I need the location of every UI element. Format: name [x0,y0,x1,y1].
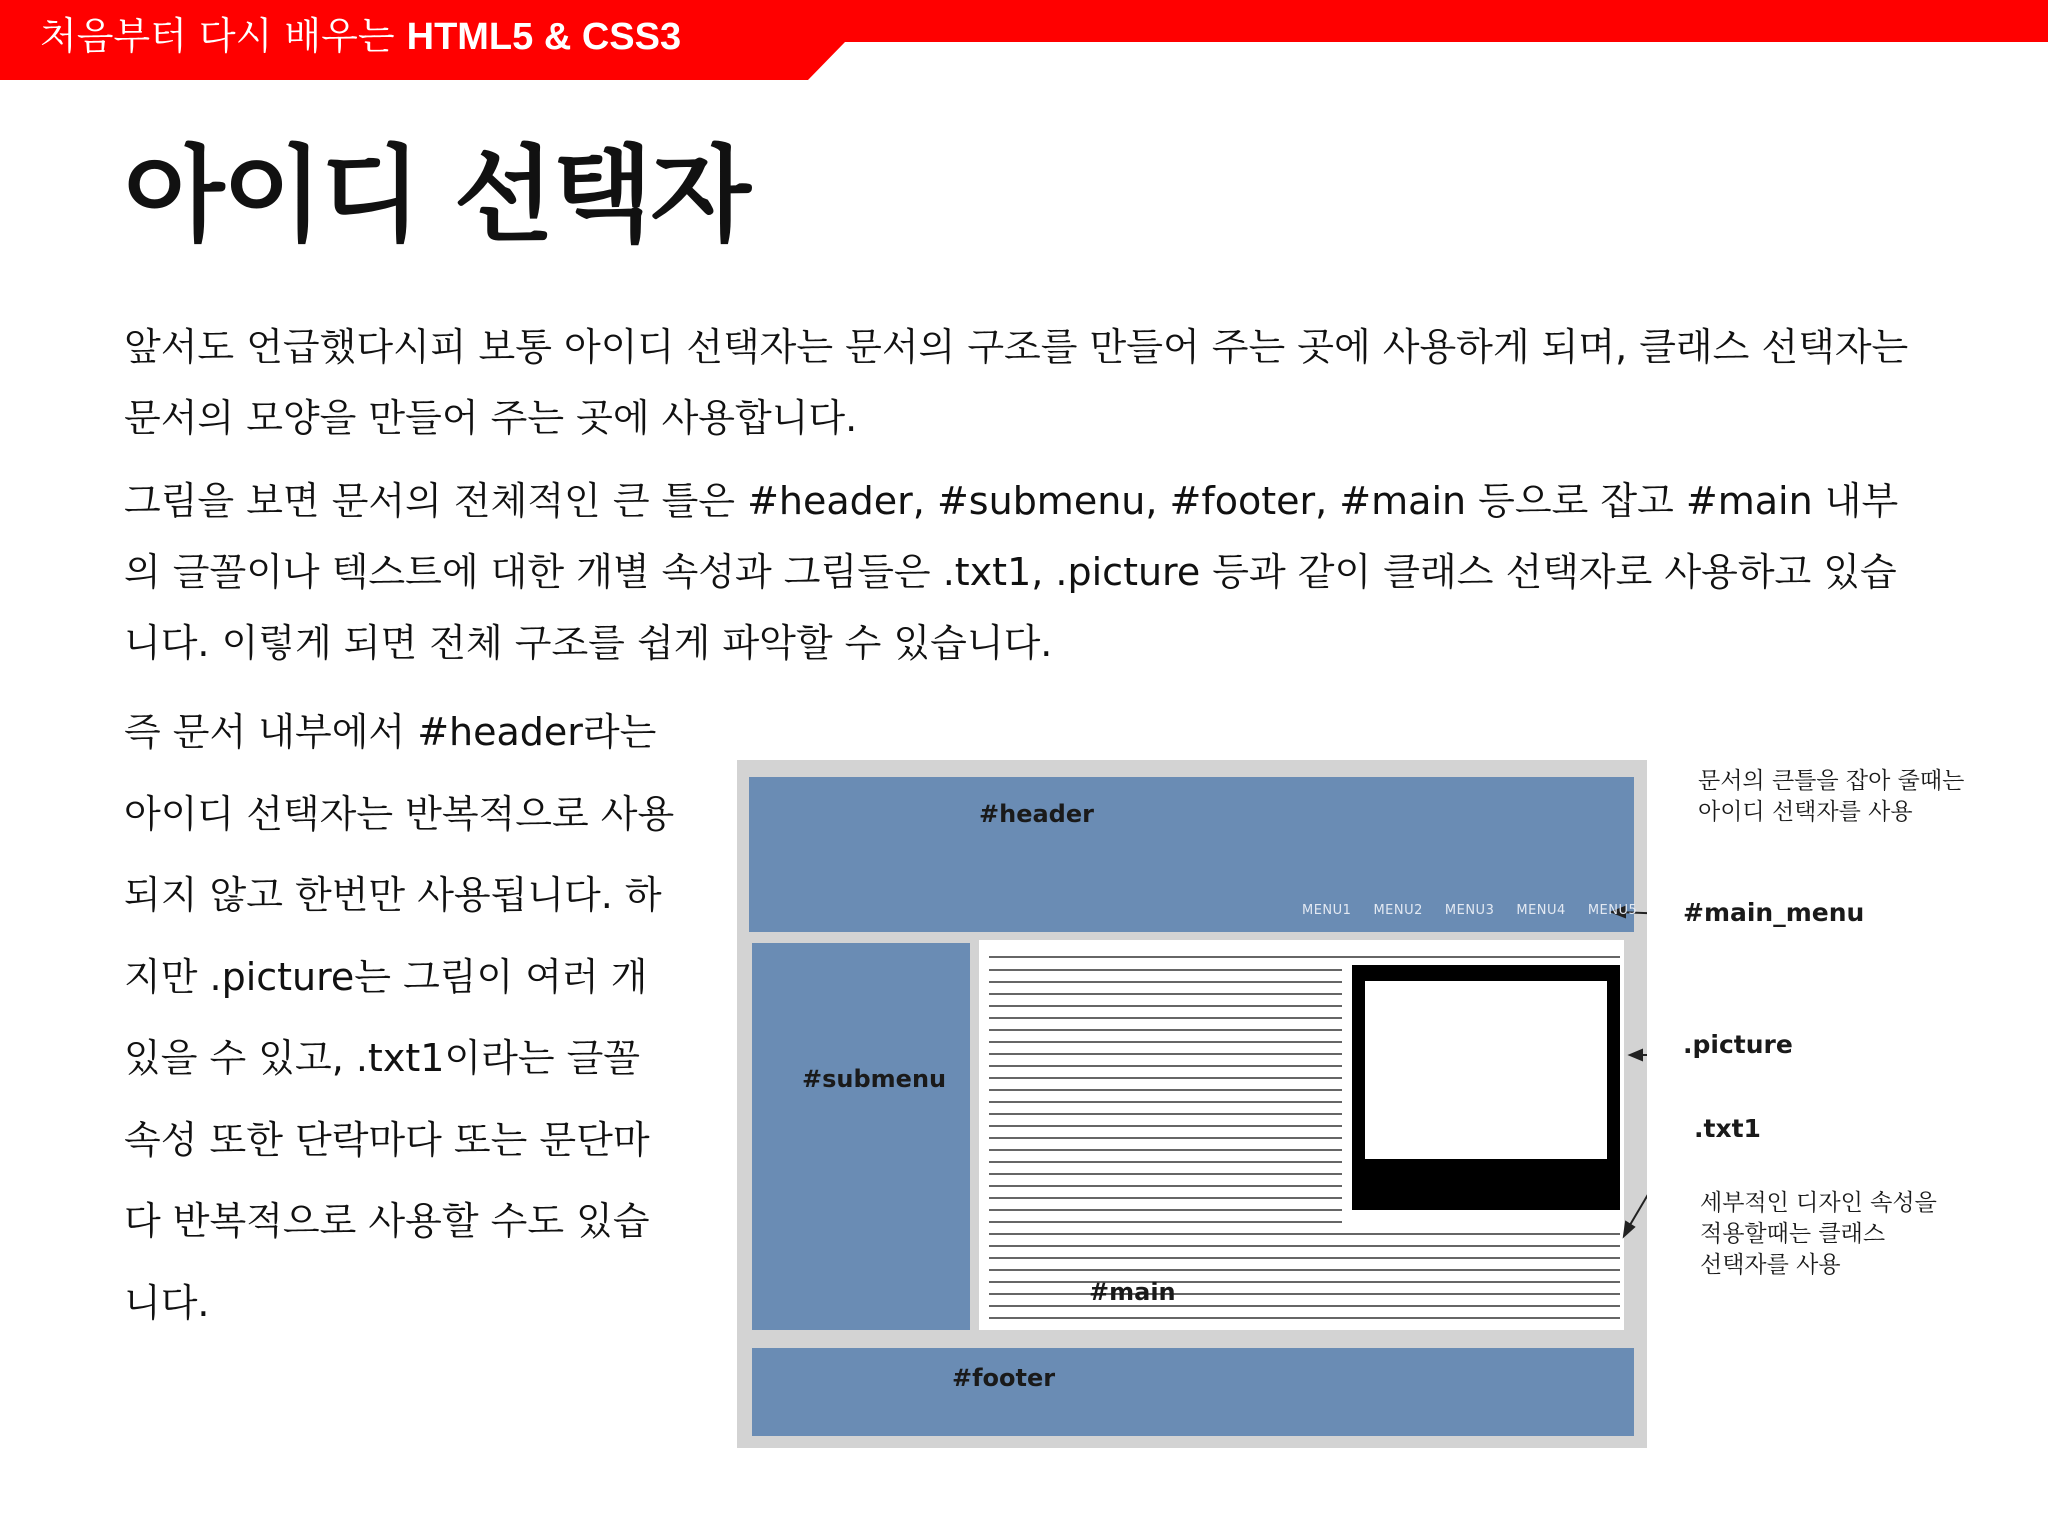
paragraph-intro: 앞서도 언급했다시피 보통 아이디 선택자는 문서의 구조를 만들어 주는 곳에 사용하게 되며, 클래스 선택자는 문서의 모양을 만들어 주는 곳에 사용합니다. [124,325,1909,440]
id-usage-line2: 아이디 선택자를 사용 [1698,799,1913,825]
main-menu-label: #main_menu [1683,898,1865,927]
menu-item: MENU3 [1444,903,1495,918]
class-usage-line1: 세부적인 디자인 속성을 [1700,1190,1937,1216]
class-usage-line3: 선택자를 사용 [1700,1252,1841,1278]
txt1-label: .txt1 [1694,1114,1761,1143]
id-usage-annotation [1698,766,1964,828]
class-usage-line2: 적용할때는 클래스 [1700,1221,1886,1247]
submenu-block [752,943,970,1330]
footer-block [752,1348,1634,1436]
footer-label: #footer [952,1364,1056,1392]
menu-item: MENU2 [1373,903,1423,918]
series-title-ko: 처음부터 다시 배우는 [40,14,407,58]
diagram-graphic [737,760,1647,1448]
paragraph-id-vs-class: 즉 문서 내부에서 #header라는 아이디 선택자는 반복적으로 사용되지 않고 한번만 사용됩니다. 하지만 .picture는 그림이 여러 개 있을 수 있고, .txt1이라는 글꼴 속성 또한 단락마다 또는 문단마다 반복적으로 사용할 수도 있습니다. [124,710,675,1325]
series-title [40,10,681,62]
main-menu [1302,903,1637,918]
layout-diagram [737,760,1647,1448]
id-usage-line1: 문서의 큰틀을 잡아 줄때는 [1698,768,1965,794]
picture-inner [1365,981,1607,1159]
menu-item: MENU4 [1516,903,1566,918]
menu-item: MENU1 [1302,903,1352,918]
submenu-label: #submenu [802,1065,947,1093]
class-usage-annotation [1700,1188,1937,1281]
top-banner [0,0,2048,80]
header-label: #header [979,800,1094,828]
paragraph-structure: 그림을 보면 문서의 전체적인 큰 틀은 #header, #submenu, #footer, #main 등으로 잡고 #main 내부의 글꼴이나 텍스트에 대한 개별 속성과 그림들은 .txt1, .picture 등과 같이 클래스 선택자로 사용하고 있습니다. 이렇게 되면 전체 구조를 쉽게 파악할 수 있습니다. [124,479,1899,665]
page-title: 아이디 선택자 [124,134,749,256]
main-label: #main [1089,1278,1176,1306]
menu-item: MENU5 [1587,903,1638,918]
series-title-en: HTML5 & CSS3 [406,16,682,58]
picture-label: .picture [1683,1030,1793,1059]
